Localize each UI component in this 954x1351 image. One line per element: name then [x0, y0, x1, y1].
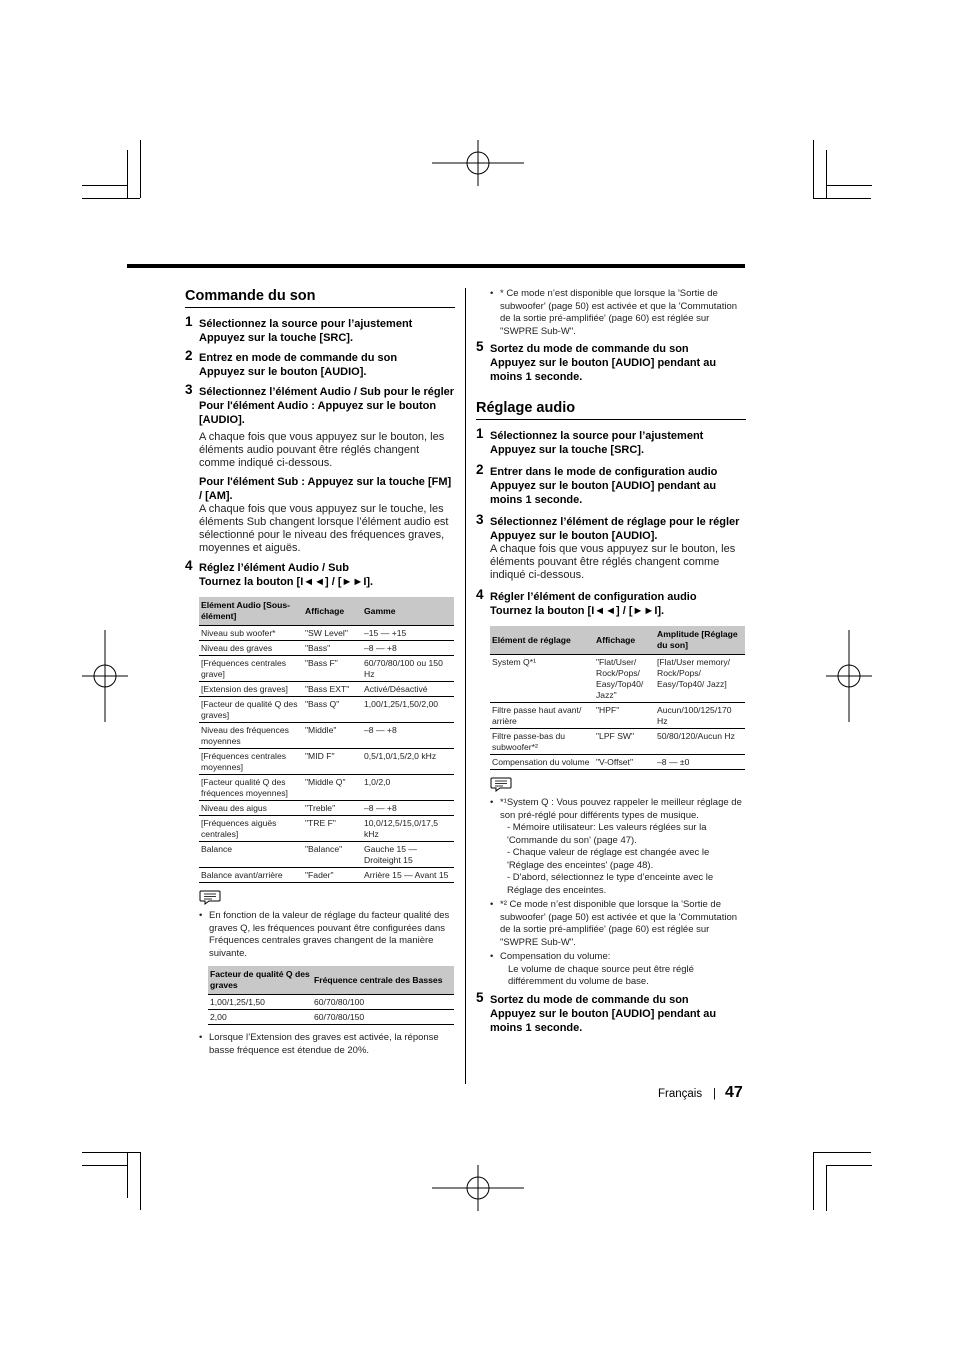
step-2: [476, 462, 746, 507]
note-text: Compensation du volume:: [500, 951, 611, 962]
table-row: [199, 682, 454, 697]
left-column: [185, 288, 455, 1057]
table-cell: "Bass": [303, 641, 362, 656]
table-header: Affichage: [303, 597, 362, 626]
crop-mark: [82, 185, 128, 186]
table-row: [199, 641, 454, 656]
step-instruction: Appuyez sur le bouton [AUDIO].: [199, 366, 367, 378]
table-cell: "TRE F": [303, 816, 362, 842]
table-row: [199, 723, 454, 749]
table-cell: 60/70/80/100: [312, 995, 454, 1010]
table-cell: Niveau sub woofer*: [199, 626, 303, 641]
table-row: [490, 729, 745, 755]
table-header: Elément de réglage: [490, 626, 594, 655]
step-1: [185, 314, 455, 345]
table-cell: "Balance": [303, 842, 362, 868]
step-instruction: Tournez la bouton [I◄◄] / [►►I].: [490, 605, 665, 617]
crop-mark: [140, 140, 141, 198]
audio-setup-table: [490, 626, 745, 770]
table-header: Fréquence centrale des Basses: [312, 966, 454, 995]
table-row: [199, 697, 454, 723]
note-icon-wrap: [490, 776, 746, 797]
crop-mark: [82, 198, 140, 199]
note-text: * Ce mode n’est disponible que lorsque la 'Sortie de subwoofer' (page 50) est activée et que la 'Commutation de la sortie pré-amplifiée' (page 60) est réglée sur "SWPRE Sub-W".: [500, 288, 738, 337]
table-row: [490, 655, 745, 703]
header-rule: [127, 264, 745, 268]
note-text: Lorsque l’Extension des graves est activée, la réponse basse fréquence est étendue de 20%.: [209, 1032, 439, 1056]
crop-mark: [82, 1165, 128, 1166]
table-header: Affichage: [594, 626, 655, 655]
crop-mark: [813, 1152, 871, 1153]
step-instruction: Appuyez sur la touche [SRC].: [490, 444, 645, 456]
registration-target-icon: [826, 630, 872, 722]
crop-mark: [826, 150, 827, 198]
step-instruction: Pour l'élément Sub : Appuyez sur la touche [FM] / [AM].: [199, 476, 452, 502]
step-number: 3: [185, 382, 193, 397]
table-header: Facteur de qualité Q des graves: [208, 966, 312, 995]
crop-mark: [826, 1165, 827, 1211]
table-header: Gamme: [362, 597, 454, 626]
table-cell: 10,0/12,5/15,0/17,5 kHz: [362, 816, 454, 842]
table-row: [199, 801, 454, 816]
table-cell: "Bass F": [303, 656, 362, 682]
table-cell: Activé/Désactivé: [362, 682, 454, 697]
table-cell: Niveau des graves: [199, 641, 303, 656]
step-title: Réglez l’élément Audio / Sub: [199, 562, 349, 574]
step-title: Entrer dans le mode de configuration audio: [490, 466, 718, 478]
table-cell: Balance avant/arrière: [199, 868, 303, 883]
table-cell: "Bass EXT": [303, 682, 362, 697]
note-subitem: - Mémoire utilisateur: Les valeurs réglées sur la 'Commande du son' (page 47).: [507, 822, 707, 846]
table-cell: –8 — ±0: [655, 755, 745, 770]
step-description: A chaque fois que vous appuyez sur le touche, les éléments Sub changent lorsque l’élément audio est sélectionné pour le niveau des fréquences graves, moyennes et aiguës.: [199, 503, 449, 554]
crop-mark: [813, 198, 871, 199]
column-divider: [465, 288, 466, 1084]
step-title: Entrez en mode de commande du son: [199, 352, 398, 364]
note-icon: [199, 889, 221, 905]
table-header: Elément Audio [Sous-élément]: [199, 597, 303, 626]
note-subitem: - D'abord, sélectionnez le type d’enceinte avec le Réglage des enceintes.: [507, 872, 714, 896]
step-instruction: Pour l'élément Audio : Appuyez sur le bouton [AUDIO].: [199, 400, 437, 426]
table-cell: "Fader": [303, 868, 362, 883]
table-cell: 60/70/80/150: [312, 1010, 454, 1025]
crop-mark: [82, 1152, 140, 1153]
table-cell: [Fréquences centrales grave]: [199, 656, 303, 682]
table-cell: [Flat/User memory/ Rock/Pops/ Easy/Top40/ Jazz]: [655, 655, 745, 703]
crop-mark: [813, 140, 814, 198]
table-row: [490, 703, 745, 729]
step-instruction: Appuyez sur le bouton [AUDIO] pendant au moins 1 seconde.: [490, 357, 717, 383]
table-cell: [Facteur de qualité Q des graves]: [199, 697, 303, 723]
step-title: Sélectionnez la source pour l’ajustement: [490, 430, 704, 442]
table-cell: Compensation du volume: [490, 755, 594, 770]
table-row: [208, 1010, 454, 1025]
note-text: *² Ce mode n’est disponible que lorsque la 'Sortie de subwoofer' (page 50) est activée et que la 'Commutation de la sortie pré-amplifiée' (page 60) est réglée sur "SWPRE Sub-W".: [500, 899, 738, 948]
right-column: [476, 288, 746, 1035]
step-1: [476, 426, 746, 457]
crop-mark: [813, 1152, 814, 1210]
table-row: [199, 842, 454, 868]
table-row: [199, 656, 454, 682]
table-row: [490, 755, 745, 770]
table-cell: "Middle Q": [303, 775, 362, 801]
note-bullet: • En fonction de la valeur de réglage du facteur qualité des graves Q, les fréquences pouvant être configurées dans Fréquences centrales graves changent de la manière suivante.: [199, 910, 450, 959]
step-title: Sortez du mode de commande du son: [490, 343, 689, 355]
section-heading-commande-du-son: Commande du son: [185, 288, 455, 308]
note-icon: [490, 776, 512, 792]
table-header-row: [208, 966, 454, 995]
table-cell: Arrière 15 — Avant 15: [362, 868, 454, 883]
table-cell: "Bass Q": [303, 697, 362, 723]
step-4: [185, 558, 455, 589]
step-number: 4: [185, 558, 193, 573]
table-cell: 1,00/1,25/1,50: [208, 995, 312, 1010]
step-description: A chaque fois que vous appuyez sur le bouton, les éléments audio pouvant être réglés changent comme indiqué ci-dessous.: [199, 431, 445, 469]
table-row: [199, 626, 454, 641]
table-cell: "HPF": [594, 703, 655, 729]
table-cell: "LPF SW": [594, 729, 655, 755]
table-cell: "Treble": [303, 801, 362, 816]
table-row: [208, 995, 454, 1010]
table-cell: –15 — +15: [362, 626, 454, 641]
step-5-exit: [476, 989, 746, 1035]
table-row: [199, 816, 454, 842]
audio-items-table: [199, 597, 454, 883]
table-cell: Gauche 15 — Droiteight 15: [362, 842, 454, 868]
table-cell: Filtre passe haut avant/ arrière: [490, 703, 594, 729]
table-row: [199, 749, 454, 775]
step-title: Régler l’élément de configuration audio: [490, 591, 697, 603]
step-title: Sélectionnez l’élément de réglage pour le régler: [490, 516, 740, 528]
bass-q-table: [208, 966, 454, 1025]
note-text: *¹System Q : Vous pouvez rappeler le meilleur réglage de son pré-réglé pour différents types de musique.: [500, 797, 742, 821]
table-cell: "Middle": [303, 723, 362, 749]
table-cell: Filtre passe-bas du subwoofer*²: [490, 729, 594, 755]
table-header-row: [199, 597, 454, 626]
note-bullet: • * Ce mode n’est disponible que lorsque la 'Sortie de subwoofer' (page 50) est activée et que la 'Commutation de la sortie pré-amplifiée' (page 60) est réglée sur "SWPRE Sub-W".: [490, 288, 738, 337]
table-cell: 60/70/80/100 ou 150 Hz: [362, 656, 454, 682]
table-row: [199, 868, 454, 883]
table-cell: System Q*¹: [490, 655, 594, 703]
step-number: 5: [476, 339, 484, 354]
step-description: A chaque fois que vous appuyez sur le bouton, les éléments pouvant être réglés changent comme indiqué ci-dessous.: [490, 543, 736, 581]
table-cell: Niveau des aigus: [199, 801, 303, 816]
crop-mark: [826, 185, 872, 186]
table-header: Amplitude [Réglage du son]: [655, 626, 745, 655]
table-cell: [Facteur qualité Q des fréquences moyennes]: [199, 775, 303, 801]
step-3: [476, 512, 746, 582]
note-text: En fonction de la valeur de réglage du facteur qualité des graves Q, les fréquences pouvant être configurées dans Fréquences centrales graves changent de la manière suivante.: [209, 910, 450, 959]
step-4: [476, 587, 746, 618]
step-number: 4: [476, 587, 484, 602]
table-cell: 1,00/1,25/1,50/2,00: [362, 697, 454, 723]
crop-mark: [127, 150, 128, 198]
note-bullet: • *¹System Q : Vous pouvez rappeler le meilleur réglage de son pré-réglé pour différents types de musique. - Mémoire utilisateur: Les valeurs réglées sur la 'Commande du son' (page 47). - Chaque valeur de réglage est changée avec le 'Réglage des enceintes' (page 48). - D'abord, sélectionnez le type d’enceinte avec le Réglage des enceintes.: [490, 797, 746, 897]
step-number: 2: [476, 462, 484, 477]
table-cell: "Flat/User/ Rock/Pops/ Easy/Top40/ Jazz": [594, 655, 655, 703]
table-cell: "SW Level": [303, 626, 362, 641]
registration-target-icon: [82, 630, 128, 722]
step-instruction: Appuyez sur le bouton [AUDIO] pendant au moins 1 seconde.: [490, 1007, 717, 1034]
crop-mark: [826, 1165, 872, 1166]
note-bullet: • Compensation du volume: Le volume de chaque source peut être réglé différemment du volume de base.: [490, 951, 746, 989]
table-cell: "MID F": [303, 749, 362, 775]
table-cell: –8 — +8: [362, 801, 454, 816]
section-heading-reglage-audio: Réglage audio: [476, 400, 746, 420]
step-number: 5: [476, 989, 484, 1005]
table-cell: 50/80/120/Aucun Hz: [655, 729, 745, 755]
step-title: Sélectionnez l’élément Audio / Sub pour le régler: [199, 386, 455, 398]
table-row: [199, 775, 454, 801]
table-cell: 1,0/2,0: [362, 775, 454, 801]
step-instruction: Appuyez sur le bouton [AUDIO].: [490, 530, 658, 542]
note-subitem: Le volume de chaque source peut être réglé différemment du volume de base.: [508, 963, 694, 987]
step-title: Sélectionnez la source pour l’ajustement: [199, 318, 413, 330]
note-icon-wrap: [199, 889, 455, 910]
step-instruction: Tournez la bouton [I◄◄] / [►►I].: [199, 576, 374, 588]
table-cell: 0,5/1,0/1,5/2,0 kHz: [362, 749, 454, 775]
step-number: 2: [185, 348, 193, 363]
step-instruction: Appuyez sur la touche [SRC].: [199, 332, 354, 344]
step-3: [185, 382, 455, 555]
table-cell: –8 — +8: [362, 641, 454, 656]
step-5-exit: [476, 339, 746, 384]
note-subitem: - Chaque valeur de réglage est changée avec le 'Réglage des enceintes' (page 48).: [507, 847, 710, 871]
note-bullet: • Lorsque l’Extension des graves est activée, la réponse basse fréquence est étendue de 20%.: [199, 1032, 439, 1056]
footer-language: Français: [658, 1088, 703, 1100]
step-number: 1: [476, 426, 484, 441]
table-header-row: [490, 626, 745, 655]
table-cell: Niveau des fréquences moyennes: [199, 723, 303, 749]
table-cell: –8 — +8: [362, 723, 454, 749]
step-title: Sortez du mode de commande du son: [490, 993, 689, 1006]
table-cell: Aucun/100/125/170 Hz: [655, 703, 745, 729]
table-cell: Balance: [199, 842, 303, 868]
registration-target-icon: [432, 140, 524, 186]
footer-separator: |: [713, 1088, 716, 1100]
table-cell: "V-Offset": [594, 755, 655, 770]
table-cell: [Fréquences aiguës centrales]: [199, 816, 303, 842]
step-number: 3: [476, 512, 484, 527]
registration-target-icon: [432, 1165, 524, 1211]
page-number: 47: [725, 1084, 743, 1101]
table-cell: [Extension des graves]: [199, 682, 303, 697]
note-bullet: • *² Ce mode n’est disponible que lorsque la 'Sortie de subwoofer' (page 50) est activée et que la 'Commutation de la sortie pré-amplifiée' (page 60) est réglée sur "SWPRE Sub-W".: [490, 899, 738, 948]
step-instruction: Appuyez sur le bouton [AUDIO] pendant au moins 1 seconde.: [490, 480, 717, 506]
step-2: [185, 348, 455, 379]
table-cell: 2,00: [208, 1010, 312, 1025]
step-number: 1: [185, 314, 193, 329]
table-cell: [Fréquences centrales moyennes]: [199, 749, 303, 775]
crop-mark: [127, 1152, 128, 1198]
crop-mark: [140, 1152, 141, 1210]
